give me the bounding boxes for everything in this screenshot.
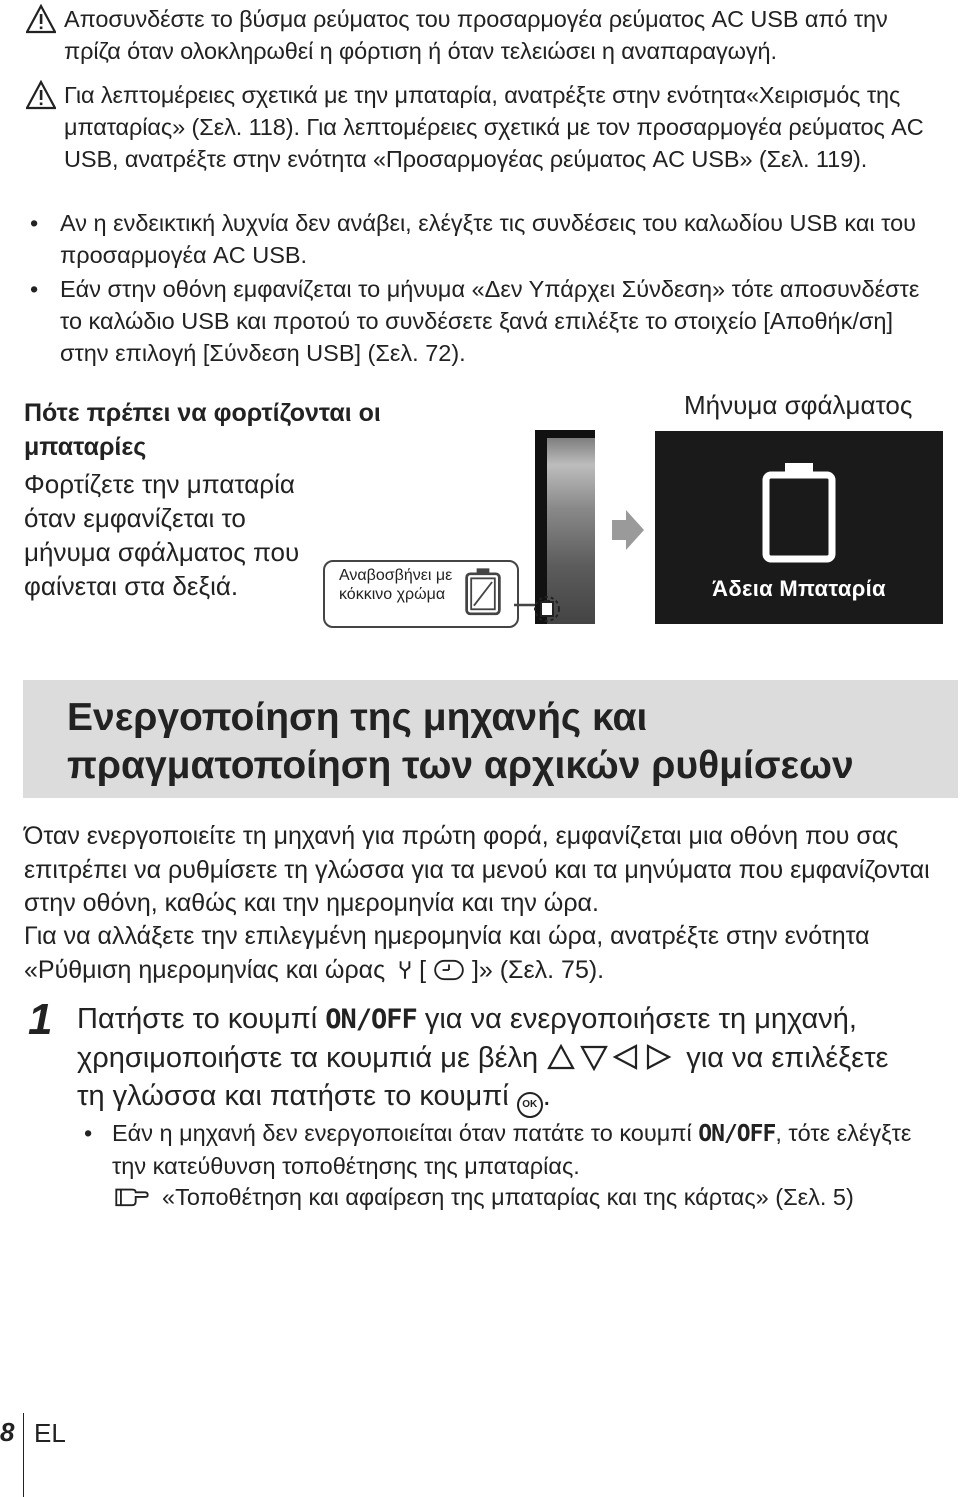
photo-dark-top — [535, 430, 595, 438]
empty-battery-label: Άδεια Μπαταρία — [712, 576, 886, 601]
bullet-2-text: Εάν στην οθόνη εμφανίζεται το μήνυμα «Δεν Υπάρχει Σύνδεση» τότε αποσυνδέστε το καλώδιο USB και προτού το συνδέσετε ξανά επιλέξτε το στοιχείο [Αποθήκ/ση] στην επιλογή [Σύνδεση USB] (Σελ. 72). — [60, 276, 920, 366]
charge-body: Φορτίζετε την μπαταρία όταν εμφανίζεται το μήνυμα σφάλματος που φαίνεται στα δεξιά. — [24, 469, 300, 601]
step-1-line-3 — [77, 1077, 957, 1118]
step-text-a: Πατήστε το κουμπί — [77, 1003, 326, 1035]
error-screen — [655, 431, 943, 624]
step-1-line-2 — [77, 1039, 957, 1077]
step-1-note — [84, 1117, 944, 1182]
warning-icon — [26, 80, 56, 110]
warning-icon — [26, 4, 56, 34]
reference-text: «Τοποθέτηση και αφαίρεση της μπαταρίας και της κάρτας» (Σελ. 5) — [162, 1184, 854, 1210]
step-1-line-1 — [77, 1000, 957, 1039]
ok-button-icon — [517, 1092, 543, 1118]
warning-1 — [26, 3, 946, 67]
battery-blink-icon — [532, 594, 562, 624]
language-code: EL — [34, 1418, 66, 1448]
step-period: . — [542, 1080, 551, 1112]
intro-para2-start: Για να αλλάξετε την επιλεγμένη ημερομηνία και ώρα, ανατρέξτε στην ενότητα «Ρύθμιση ημερομηνίας και ώρας — [24, 922, 870, 984]
blink-callout — [323, 560, 519, 628]
note-row — [84, 1117, 944, 1182]
note-text-b: , τότε ελέγξτε την κατεύθυνση τοποθέτησης της μπαταρίας. — [112, 1120, 912, 1179]
bullet-2 — [0, 273, 930, 369]
intro-paragraph-2 — [24, 920, 949, 987]
bullet-1-text: Αν η ενδεικτική λυχνία δεν ανάβει, ελέγξτε τις συνδέσεις του καλωδίου USB και του προσαρμογέα AC USB. — [60, 210, 917, 268]
step-text-c: χρησιμοποιήστε τα κουμπιά με βέλη — [77, 1042, 547, 1074]
onoff-key: ON/OFF — [325, 1004, 417, 1035]
intro-paragraph-1: Όταν ενεργοποιείτε τη μηχανή για πρώτη φορά, εμφανίζεται μια οθόνη που σας επιτρέπει να ρυθμίσετε τη γλώσσα για τα μενού και τα μηνύματα που εμφανίζονται στην οθόνη, καθώς και την ημερομηνία και την ώρα. — [24, 822, 930, 917]
section-heading-box — [23, 680, 958, 798]
note-text — [112, 1117, 932, 1182]
camera-screen-photo — [535, 430, 595, 624]
charge-title: Πότε πρέπει να φορτίζονται οι μπαταρίες — [24, 399, 381, 461]
intro-para2-end: ]» (Σελ. 75). — [471, 955, 605, 984]
warning-2 — [26, 79, 946, 175]
wrench-icon — [398, 960, 412, 980]
ok-label: OK — [522, 1099, 538, 1110]
section-title-line-1: Ενεργοποίηση της μηχανής και — [67, 696, 648, 739]
onoff-key-note: ON/OFF — [698, 1121, 776, 1147]
clock-set-icon — [433, 958, 465, 982]
arrow-keys-icon — [546, 1043, 678, 1071]
arrow-right-icon — [610, 508, 646, 552]
step-text-d: για να επιλέξετε — [678, 1042, 889, 1074]
page-reference — [112, 1181, 952, 1213]
note-text-a: Εάν η μηχανή δεν ενεργοποιείται όταν πατάτε το κουμπί — [112, 1120, 699, 1146]
bullet-1 — [0, 207, 930, 271]
battery-empty-small-icon — [463, 566, 503, 618]
pointing-hand-icon — [112, 1184, 152, 1208]
step-1-text — [77, 1000, 957, 1118]
step-number: 1 — [28, 995, 53, 1044]
section-title-line-2: πραγματοποίηση των αρχικών ρυθμίσεων — [67, 744, 854, 787]
callout-text: Αναβοσβήνει με κόκκινο χρώμα — [339, 567, 453, 603]
page-number: 8 — [0, 1417, 15, 1447]
warning-2-text: Για λεπτομέρειες σχετικά με την μπαταρία, ανατρέξτε στην ενότητα«Χειρισμός της μπαταρίας» (Σελ. 118). Για λεπτομέρειες σχετικά με τον προσαρμογέα ρεύματος AC USB, ανατρέξτε στην ενότητα «Προσαρμογέας ρεύματος AC USB» (Σελ. 119). — [64, 82, 924, 172]
step-text-e: τη γλώσσα και πατήστε το κουμπί — [77, 1080, 517, 1112]
warning-1-text: Αποσυνδέστε το βύσμα ρεύματος του προσαρμογέα ρεύματος AC USB από την πρίζα όταν ολοκληρωθεί η φόρτιση ή όταν τελειώσει η αναπαραγωγή. — [64, 6, 888, 64]
bullet-dot: • — [30, 276, 39, 302]
bullet-dot: • — [30, 210, 39, 236]
step-text-b: για να ενεργοποιήσετε τη μηχανή, — [416, 1003, 857, 1035]
intro-para2-bracket: [ — [419, 955, 427, 984]
error-caption: Μήνυμα σφάλματος — [684, 390, 913, 420]
battery-empty-large-icon — [761, 461, 837, 563]
bullet-dot: • — [84, 1120, 93, 1146]
footer-divider — [23, 1413, 24, 1497]
